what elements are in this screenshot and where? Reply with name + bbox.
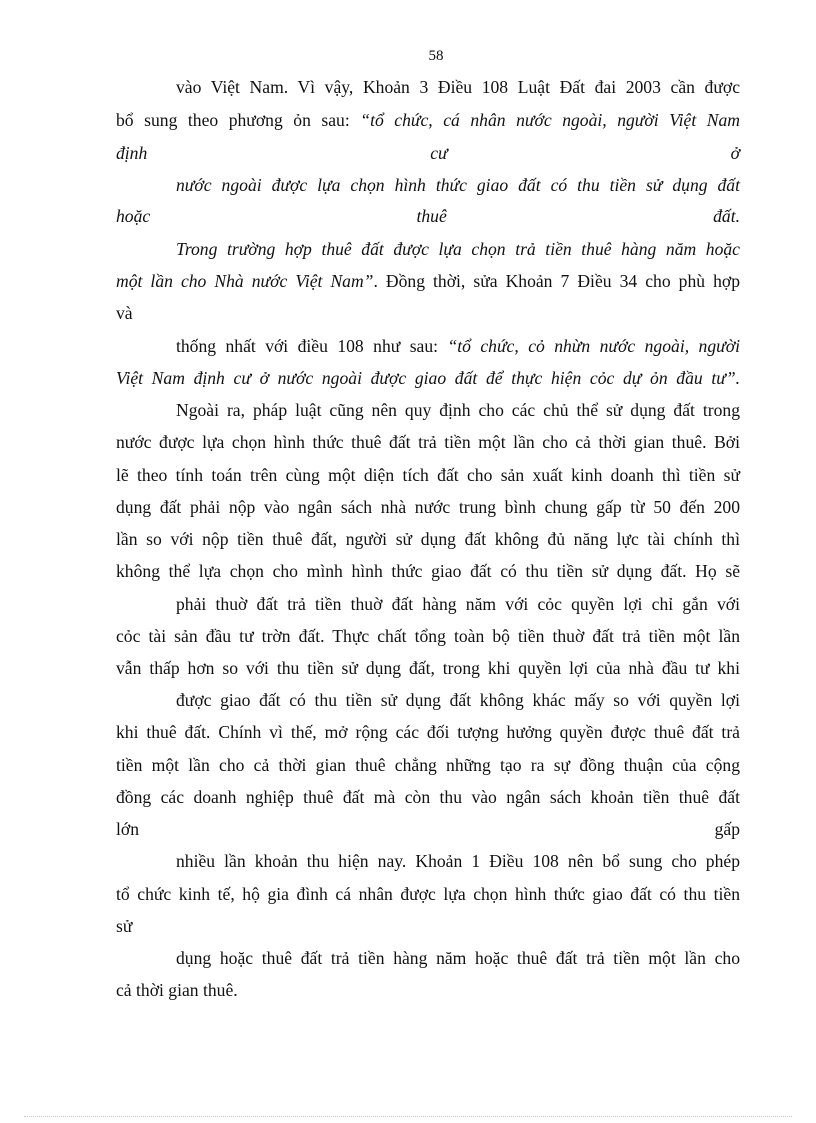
word: thuê xyxy=(416,206,447,226)
text-segment: . Đồng thời, sửa Khoản 7 Điều 34 cho phù hợp xyxy=(373,271,740,291)
text-line: khi thuê đất. Chính vì thế, mở rộng các đối tượng hưởng quyền được thuê đất trả xyxy=(116,722,740,742)
text-line: không thể lựa chọn cho mình hình thức giao đất có thu tiền sử dụng đất. Họ sẽ xyxy=(116,561,740,581)
text-line: và xyxy=(116,303,133,323)
text-line xyxy=(116,109,740,131)
word: cư xyxy=(430,143,448,163)
word: lớn xyxy=(116,819,139,839)
text-line: đồng các doanh nghiệp thuê đất mà còn thu vào ngân sách khoản tiền thuê đất xyxy=(116,787,740,807)
text-line: vẫn thấp hơn so với thu tiền sử dụng đất, trong khi quyền lợi của nhà đầu tư khi xyxy=(116,658,740,678)
text-line: nước được lựa chọn hình thức thuê đất trả tiền một lần cho cả thời gian thuê. Bởi xyxy=(116,432,740,452)
text-line: lẽ theo tính toán trên cùng một diện tích đất cho sản xuất kinh doanh thì tiền sử xyxy=(116,465,740,485)
word: định xyxy=(116,143,148,163)
text-line: tiền một lần cho cả thời gian thuê chẳng những tạo ra sự đồng thuận của cộng xyxy=(116,755,740,775)
word: đất. xyxy=(713,206,740,226)
text-line: Ngoài ra, pháp luật cũng nên quy định cho các chủ thể sử dụng đất trong xyxy=(176,400,740,420)
text-segment: thống nhất với điều 108 như sau: xyxy=(176,336,448,356)
text-line xyxy=(116,818,740,840)
text-line: sử xyxy=(116,916,133,936)
text-line: dụng đất phải nộp vào ngân sách nhà nước trung bình chung gấp từ 50 đến 200 xyxy=(116,497,740,517)
text-line: phải thuờ đất trả tiền thuờ đất hàng năm với cỏc quyền lợi chỉ gắn với xyxy=(176,594,740,614)
text-line xyxy=(116,142,740,164)
quote-text: “tổ chức, cỏ nhừn nước ngoài, người xyxy=(447,336,741,356)
word: ở xyxy=(730,143,740,163)
quote-line: Việt Nam định cư ở nước ngoài được giao đất để thực hiện cỏc dự ỏn đầu tư”. xyxy=(116,368,740,388)
text-line xyxy=(176,335,740,357)
text-line: dụng hoặc thuê đất trả tiền hàng năm hoặc thuê đất trả tiền một lần cho xyxy=(176,948,740,968)
text-line xyxy=(116,205,740,227)
quote-line: Trong trường hợp thuê đất được lựa chọn trả tiền thuê hàng năm hoặc xyxy=(176,239,740,259)
quote-line: nước ngoài được lựa chọn hình thức giao đất có thu tiền sử dụng đất xyxy=(176,175,740,195)
text-line: lần so với nộp tiền thuê đất, người sử dụng đất không đủ năng lực tài chính thì xyxy=(116,529,740,549)
word: hoặc xyxy=(116,206,151,226)
text-line: cỏc tài sản đầu tư trờn đất. Thực chất tổng toàn bộ tiền thuờ đất trả tiền một lần xyxy=(116,626,740,646)
page-number: 58 xyxy=(428,48,444,64)
text-line: tổ chức kinh tế, hộ gia đình cá nhân được lựa chọn hình thức giao đất có thu tiền xyxy=(116,884,740,904)
text-line: được giao đất có thu tiền sử dụng đất không khác mấy so với quyền lợi xyxy=(176,690,740,710)
footer-divider xyxy=(24,1116,792,1117)
text-line xyxy=(116,270,740,292)
text-line: nhiều lần khoản thu hiện nay. Khoản 1 Điều 108 nên bổ sung cho phép xyxy=(176,851,740,871)
quote-text: “tổ chức, cá nhân nước ngoài, người Việt Nam xyxy=(360,110,740,130)
text-segment: bổ sung theo phương ỏn sau: xyxy=(116,110,361,130)
text-line: cả thời gian thuê. xyxy=(116,980,238,1000)
text-line: vào Việt Nam. Vì vậy, Khoản 3 Điều 108 Luật Đất đai 2003 cần được xyxy=(176,77,740,97)
word: gấp xyxy=(714,819,740,839)
quote-text: một lần cho Nhà nước Việt Nam” xyxy=(116,271,374,291)
